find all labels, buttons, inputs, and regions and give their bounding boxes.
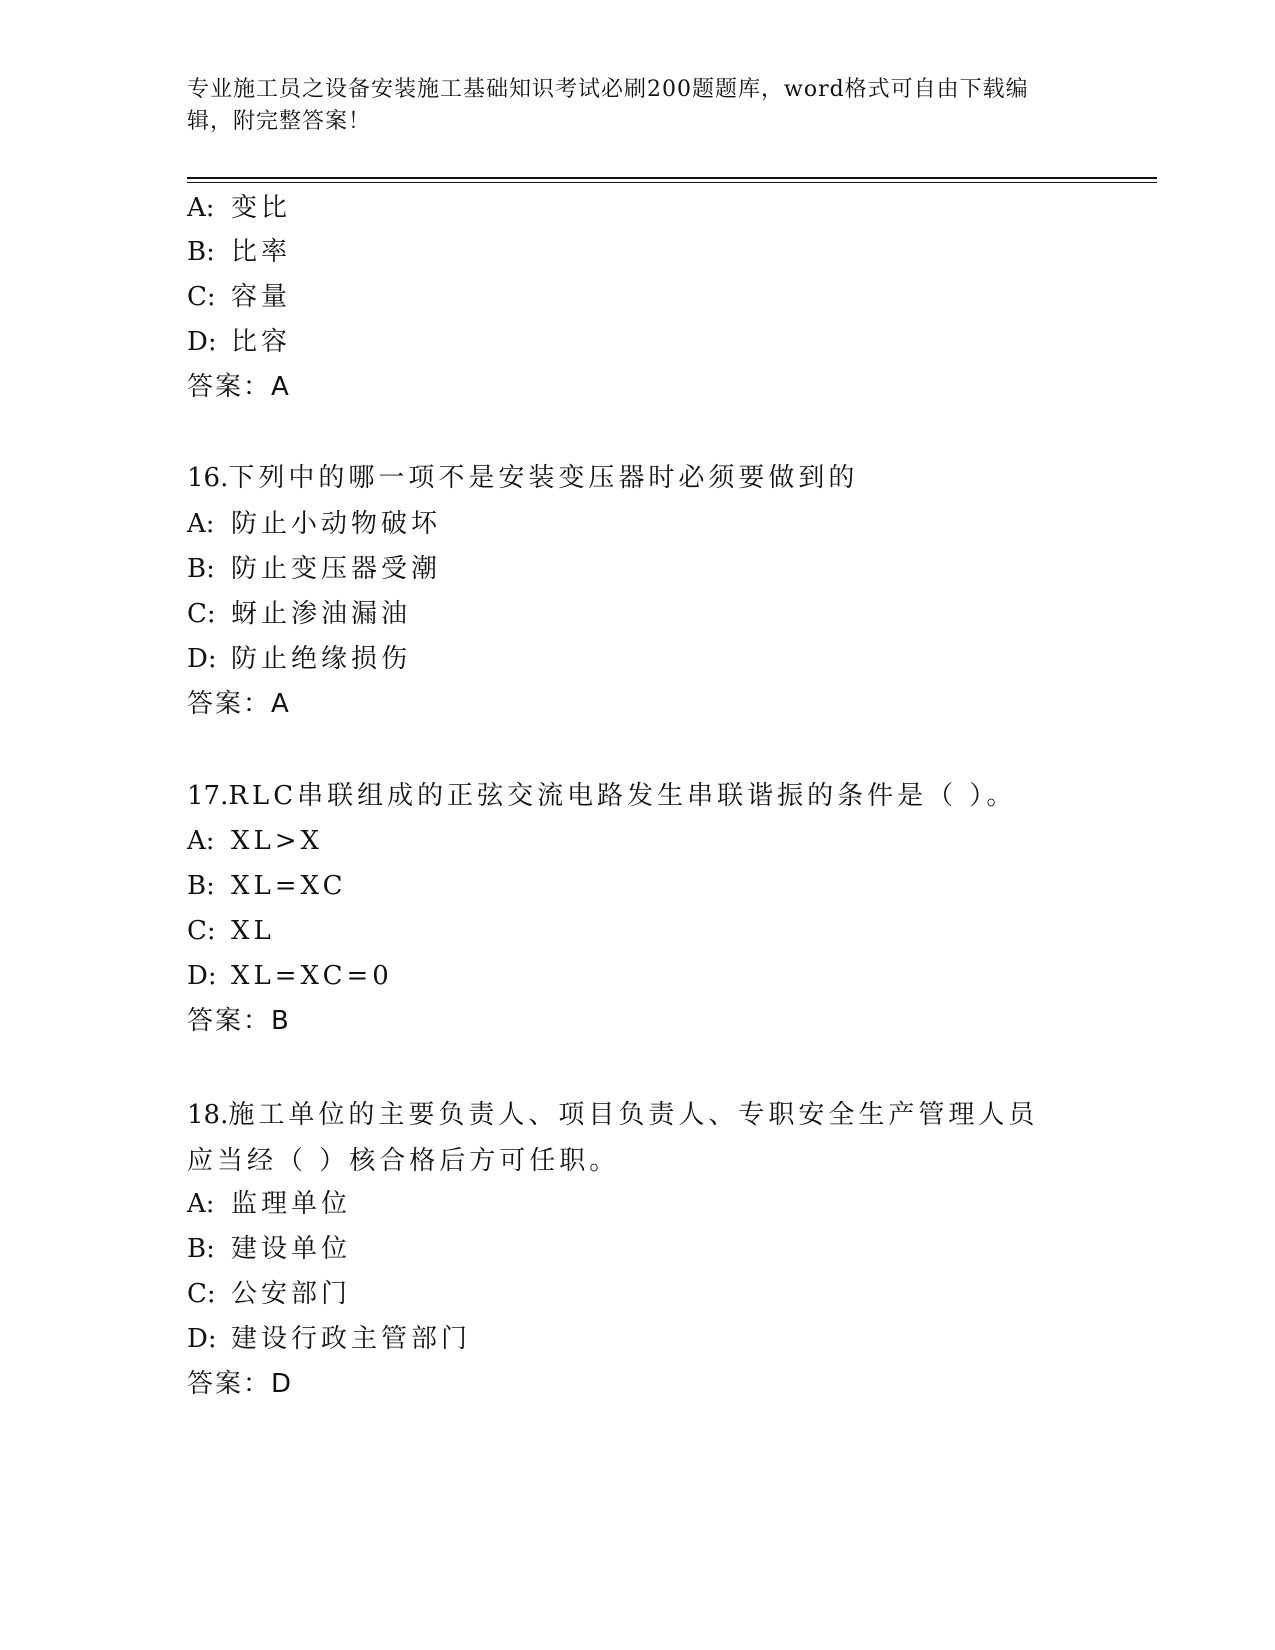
q17-option-b — [187, 869, 347, 903]
q18-option-c — [187, 1277, 351, 1311]
option-key: B: — [187, 871, 215, 901]
q17-option-c — [187, 914, 275, 948]
q18-answer: 答案：D — [187, 1369, 294, 1399]
option-key: D: — [187, 327, 217, 357]
option-key: C: — [187, 1279, 216, 1309]
q16-option-d — [187, 642, 411, 676]
q16-option-b — [187, 552, 441, 586]
option-text: 变比 — [231, 193, 292, 223]
option-key: D: — [187, 1324, 217, 1354]
option-text: 防止绝缘损伤 — [231, 644, 412, 674]
header-divider-thick — [187, 177, 1157, 179]
q17-option-d — [187, 959, 393, 993]
question-number: 16. — [187, 463, 229, 493]
q17-stem — [187, 779, 1016, 813]
q15-option-a — [187, 191, 291, 225]
q16-option-c — [187, 597, 411, 631]
option-key: A: — [187, 826, 215, 856]
option-text: 比容 — [231, 327, 292, 357]
option-text: 比率 — [231, 237, 292, 267]
document-header-title: 专业施工员之设备安装施工基础知识考试必刷200题题库，word格式可自由下载编辑，附完整答案！ — [187, 77, 1029, 134]
option-text: 防止变压器受潮 — [231, 554, 442, 584]
option-text: 建设行政主管部门 — [231, 1324, 472, 1354]
q18-option-a — [187, 1187, 351, 1221]
q15-option-c — [187, 280, 291, 314]
option-key: B: — [187, 237, 215, 267]
q16-answer: 答案：A — [187, 689, 291, 719]
option-text: 防止小动物破坏 — [231, 509, 442, 539]
question-number: 17. — [187, 781, 229, 811]
option-text: 监理单位 — [231, 1189, 352, 1219]
option-text: 容量 — [231, 282, 292, 312]
option-text: 公安部门 — [231, 1279, 352, 1309]
q16-option-a — [187, 507, 441, 541]
option-key: B: — [187, 1234, 215, 1264]
option-key: D: — [187, 644, 217, 674]
question-text: 施工单位的主要负责人、项目负责人、专职安全生产管理人员应当经（ ）核合格后方可任职。 — [187, 1100, 1039, 1176]
question-number: 18. — [187, 1100, 229, 1130]
q17-answer: 答案：B — [187, 1006, 291, 1036]
option-key: C: — [187, 916, 216, 946]
option-key: A: — [187, 509, 215, 539]
q15-option-d — [187, 325, 291, 359]
q17-option-a — [187, 824, 323, 858]
option-text: XL — [231, 916, 275, 946]
option-key: B: — [187, 554, 215, 584]
q18-option-b — [187, 1232, 351, 1266]
question-text: 下列中的哪一项不是安装变压器时必须要做到的 — [228, 463, 859, 493]
option-key: A: — [187, 1189, 215, 1219]
q15-option-b — [187, 235, 291, 269]
option-key: C: — [187, 282, 216, 312]
question-text: RLC串联组成的正弦交流电路发生串联谐振的条件是（ ）。 — [228, 781, 1017, 811]
option-text: 建设单位 — [231, 1234, 352, 1264]
option-text: XL=XC=0 — [231, 961, 393, 991]
option-key: A: — [187, 193, 215, 223]
option-text: 蚜止渗油漏油 — [231, 599, 412, 629]
header-divider-thin — [187, 182, 1157, 183]
q18-option-d — [187, 1322, 471, 1356]
q18-stem — [187, 1092, 1067, 1184]
q15-answer: 答案：A — [187, 372, 291, 402]
option-text: XL=XC — [231, 871, 347, 901]
option-key: C: — [187, 599, 216, 629]
q16-stem — [187, 461, 858, 495]
option-key: D: — [187, 961, 217, 991]
option-text: XL>X — [231, 826, 324, 856]
